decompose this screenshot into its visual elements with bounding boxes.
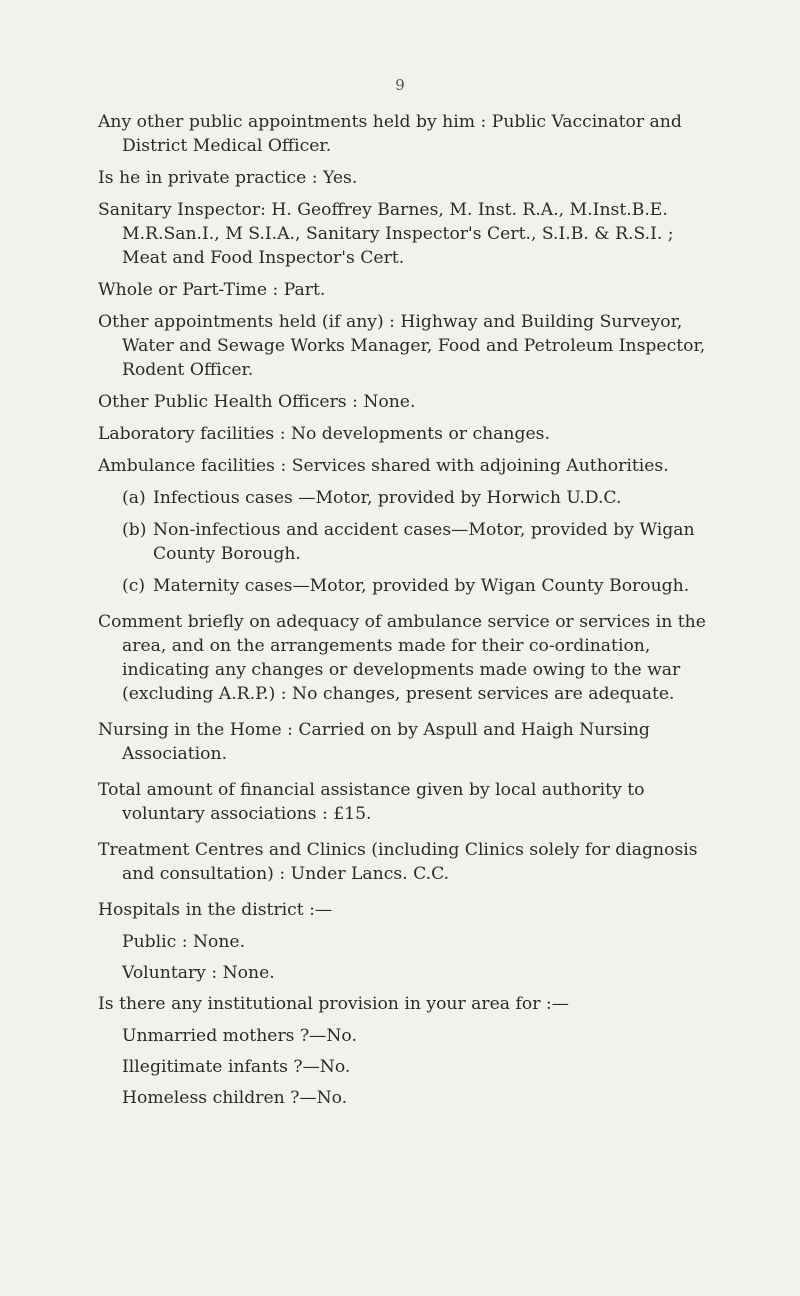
ambulance-item-marker: (b) [122,520,147,540]
hospital-item-voluntary: Voluntary : None. [122,963,275,983]
entry-ambulance-comment: Comment briefly on adequacy of ambulance service or services in the area, and on the arrangements made for their co-ordination, indicating any changes or developments made owing to the war (excluding A.R.P.) : No changes, present services are adequate. [98,612,706,704]
entry-treatment-centres: Treatment Centres and Clinics (including Clinics solely for diagnosis and consultation) : Under Lancs. C.C. [98,840,698,884]
ambulance-item-marker: (c) [122,576,146,596]
entry-whole-or-part-time: Whole or Part-Time : Part. [98,280,326,300]
entry-inspector-other-appointments: Other appointments held (if any) : Highway and Building Surveyor, Water and Sewage Works Manager, Food and Petroleum Inspector, Rodent Officer. [98,312,706,380]
entry-other-public-appointments: Any other public appointments held by him : Public Vaccinator and District Medical Officer. [98,112,682,156]
ambulance-item-text: Non-infectious and accident cases—Motor, provided by Wigan County Borough. [153,520,695,564]
entry-private-practice: Is he in private practice : Yes. [98,168,358,188]
ambulance-item-b [98,518,710,566]
hospital-item-public: Public : None. [122,932,246,952]
ambulance-item-c [98,574,710,598]
entry-laboratory-facilities: Laboratory facilities : No developments or changes. [98,424,550,444]
entry-financial-assistance: Total amount of financial assistance given by local authority to voluntary associations : £15. [98,780,645,824]
institutional-item-homeless-children: Homeless children ?—No. [122,1088,348,1108]
ambulance-item-text: Infectious cases —Motor, provided by Horwich U.D.C. [153,488,622,508]
document-body [98,110,710,1117]
ambulance-item-a [98,486,710,510]
institutional-item-illegitimate-infants: Illegitimate infants ?—No. [122,1057,351,1077]
entry-sanitary-inspector: Sanitary Inspector: H. Geoffrey Barnes, M. Inst. R.A., M.Inst.B.E. M.R.San.I., M S.I.A., Sanitary Inspector's Cert., S.I.B. & R.S.I. ; Meat and Food Inspector's Cert. [98,200,674,268]
entry-nursing-in-home: Nursing in the Home : Carried on by Aspull and Haigh Nursing Association. [98,720,650,764]
entry-hospitals: Hospitals in the district :— [98,900,333,920]
entry-ambulance-facilities: Ambulance facilities : Services shared with adjoining Authorities. [98,456,669,476]
entry-institutional-provision: Is there any institutional provision in your area for :— [98,994,569,1014]
ambulance-item-text: Maternity cases—Motor, provided by Wigan County Borough. [153,576,690,596]
institutional-item-unmarried-mothers: Unmarried mothers ?—No. [122,1026,357,1046]
entry-other-public-health-officers: Other Public Health Officers : None. [98,392,416,412]
ambulance-item-marker: (a) [122,488,146,508]
page-number: 9 [395,76,405,94]
